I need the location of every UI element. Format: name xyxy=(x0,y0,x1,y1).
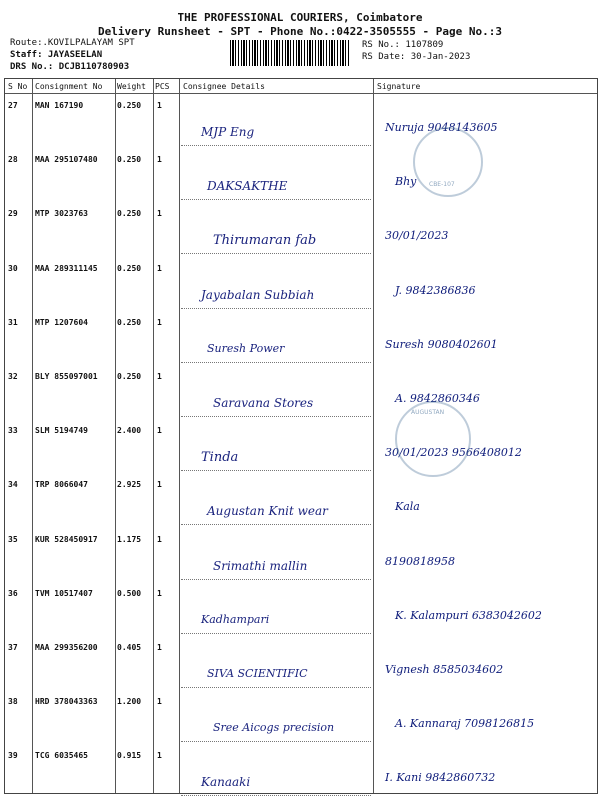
row-consignment-no: HRD 378043363 xyxy=(35,697,98,707)
row-sno: 33 xyxy=(8,426,18,436)
row-consignment-no: BLY 855097001 xyxy=(35,372,98,381)
row-consignee: Kanaaki xyxy=(201,775,251,790)
courier-stamp xyxy=(413,127,483,197)
col-sno-header: S No xyxy=(8,82,28,91)
row-pcs: 1 xyxy=(157,317,162,327)
row-sno: 38 xyxy=(8,697,18,707)
row-consignee: DAKSAKTHE xyxy=(207,179,288,194)
row-signature: A. 9842860346 xyxy=(395,392,480,405)
row-signature: A. Kannaraj 7098126815 xyxy=(395,717,535,731)
consignee-line xyxy=(181,145,371,146)
row-pcs: 1 xyxy=(157,480,162,490)
row-pcs: 1 xyxy=(157,263,162,273)
row-weight: 0.500 xyxy=(117,588,142,598)
barcode xyxy=(230,40,350,66)
row-signature: 30/01/2023 xyxy=(385,229,449,243)
row-weight: 0.250 xyxy=(117,101,142,110)
row-signature: I. Kani 9842860732 xyxy=(385,771,496,785)
rs-number: RS No.: 1107809 xyxy=(362,40,444,50)
runsheet-title: Delivery Runsheet - SPT - Phone No.:0422-3505555 - Page No.:3 xyxy=(98,25,502,38)
row-pcs: 1 xyxy=(157,697,162,707)
consignee-line xyxy=(181,362,371,363)
row-consignment-no: MTP 3023763 xyxy=(35,209,88,219)
row-consignment-no: TVM 10517407 xyxy=(35,588,93,598)
row-weight: 0.250 xyxy=(117,317,142,327)
row-signature: Bhy xyxy=(395,175,417,189)
runsheet-table xyxy=(4,78,598,794)
row-weight: 0.915 xyxy=(117,751,142,761)
col-consignment-header: Consignment No xyxy=(35,82,103,91)
consignee-line xyxy=(181,308,371,309)
row-pcs: 1 xyxy=(157,155,162,165)
row-consignment-no: MTP 1207604 xyxy=(35,317,88,327)
consignee-line xyxy=(181,199,371,200)
row-consignee: Suresh Power xyxy=(207,341,285,355)
row-signature: 8190818958 xyxy=(385,554,455,568)
row-sno: 30 xyxy=(8,263,18,273)
row-consignee: Srimathi mallin xyxy=(213,558,308,573)
row-weight: 0.250 xyxy=(117,155,142,165)
row-consignment-no: KUR 528450917 xyxy=(35,534,98,544)
row-sno: 39 xyxy=(8,751,18,761)
row-sno: 28 xyxy=(8,155,18,165)
row-consignee: Tinda xyxy=(201,450,239,466)
row-pcs: 1 xyxy=(157,588,162,598)
consignee-line xyxy=(181,416,371,417)
row-sno: 35 xyxy=(8,534,18,544)
row-sno: 31 xyxy=(8,317,18,327)
row-consignee: Sree Aicogs precision xyxy=(213,721,335,735)
row-pcs: 1 xyxy=(157,101,162,110)
row-pcs: 1 xyxy=(157,372,162,381)
consignee-line xyxy=(181,687,371,688)
row-consignment-no: MAN 167190 xyxy=(35,101,84,110)
row-consignment-no: TCG 6035465 xyxy=(35,751,88,761)
row-consignee: Augustan Knit wear xyxy=(207,504,328,519)
route-label: Route:.KOVILPALAYAM SPT xyxy=(10,38,135,48)
row-signature: 30/01/2023 9566408012 xyxy=(385,446,522,460)
row-pcs: 1 xyxy=(157,534,162,544)
col-weight-header: Weight xyxy=(117,82,146,91)
consignee-line xyxy=(181,741,371,742)
row-consignment-no: SLM 5194749 xyxy=(35,426,88,436)
row-signature: J. 9842386836 xyxy=(395,283,476,297)
staff-label: Staff: JAYASEELAN xyxy=(10,50,103,60)
row-consignee: MJP Eng xyxy=(201,125,255,139)
row-sno: 36 xyxy=(8,588,18,598)
row-consignment-no: MAA 289311145 xyxy=(35,263,98,273)
row-pcs: 1 xyxy=(157,209,162,219)
row-sno: 34 xyxy=(8,480,18,490)
row-consignee: Jayabalan Subbiah xyxy=(201,287,315,302)
row-consignee: Thirumaran fab xyxy=(213,233,317,249)
row-signature: Vignesh 8585034602 xyxy=(385,663,504,676)
row-weight: 0.250 xyxy=(117,209,142,219)
consignee-line xyxy=(181,470,371,471)
consignee-line xyxy=(181,795,371,796)
row-consignment-no: TRP 8066047 xyxy=(35,480,88,490)
row-pcs: 1 xyxy=(157,643,162,652)
company-stamp xyxy=(395,401,471,477)
row-pcs: 1 xyxy=(157,426,162,436)
row-weight: 1.200 xyxy=(117,697,142,707)
row-weight: 1.175 xyxy=(117,534,142,544)
row-sno: 29 xyxy=(8,209,18,219)
consignee-line xyxy=(181,579,371,580)
row-pcs: 1 xyxy=(157,751,162,761)
row-consignment-no: MAA 299356200 xyxy=(35,643,98,652)
row-weight: 0.250 xyxy=(117,263,142,273)
row-sno: 37 xyxy=(8,643,18,652)
row-consignee: Saravana Stores xyxy=(213,396,314,410)
col-signature-header: Signature xyxy=(377,82,421,91)
stamp-text: AUGUSTAN xyxy=(411,409,445,416)
row-consignment-no: MAA 295107480 xyxy=(35,155,98,165)
rs-date: RS Date: 30-Jan-2023 xyxy=(362,52,471,62)
row-sno: 32 xyxy=(8,372,18,381)
consignee-line xyxy=(181,633,371,634)
consignee-line xyxy=(181,524,371,525)
row-signature: Nuruja 9048143605 xyxy=(385,121,498,134)
row-sno: 27 xyxy=(8,101,18,110)
consignee-line xyxy=(181,253,371,254)
row-signature: K. Kalampuri 6383042602 xyxy=(395,608,542,622)
row-consignee: SIVA SCIENTIFIC xyxy=(207,667,308,680)
col-pcs-header: PCS xyxy=(155,82,170,91)
row-consignee: Kadhampari xyxy=(201,612,270,626)
row-weight: 0.250 xyxy=(117,372,142,381)
row-weight: 2.400 xyxy=(117,426,142,436)
row-signature: Kala xyxy=(395,500,420,514)
row-weight: 2.925 xyxy=(117,480,142,490)
stamp-text: CBE-107 xyxy=(429,181,455,188)
company-title: THE PROFESSIONAL COURIERS, Coimbatore xyxy=(177,11,423,24)
col-consignee-header: Consignee Details xyxy=(183,82,265,91)
row-weight: 0.405 xyxy=(117,643,142,652)
drs-label: DRS No.: DCJB110780903 xyxy=(10,62,130,72)
row-signature: Suresh 9080402601 xyxy=(385,337,498,351)
